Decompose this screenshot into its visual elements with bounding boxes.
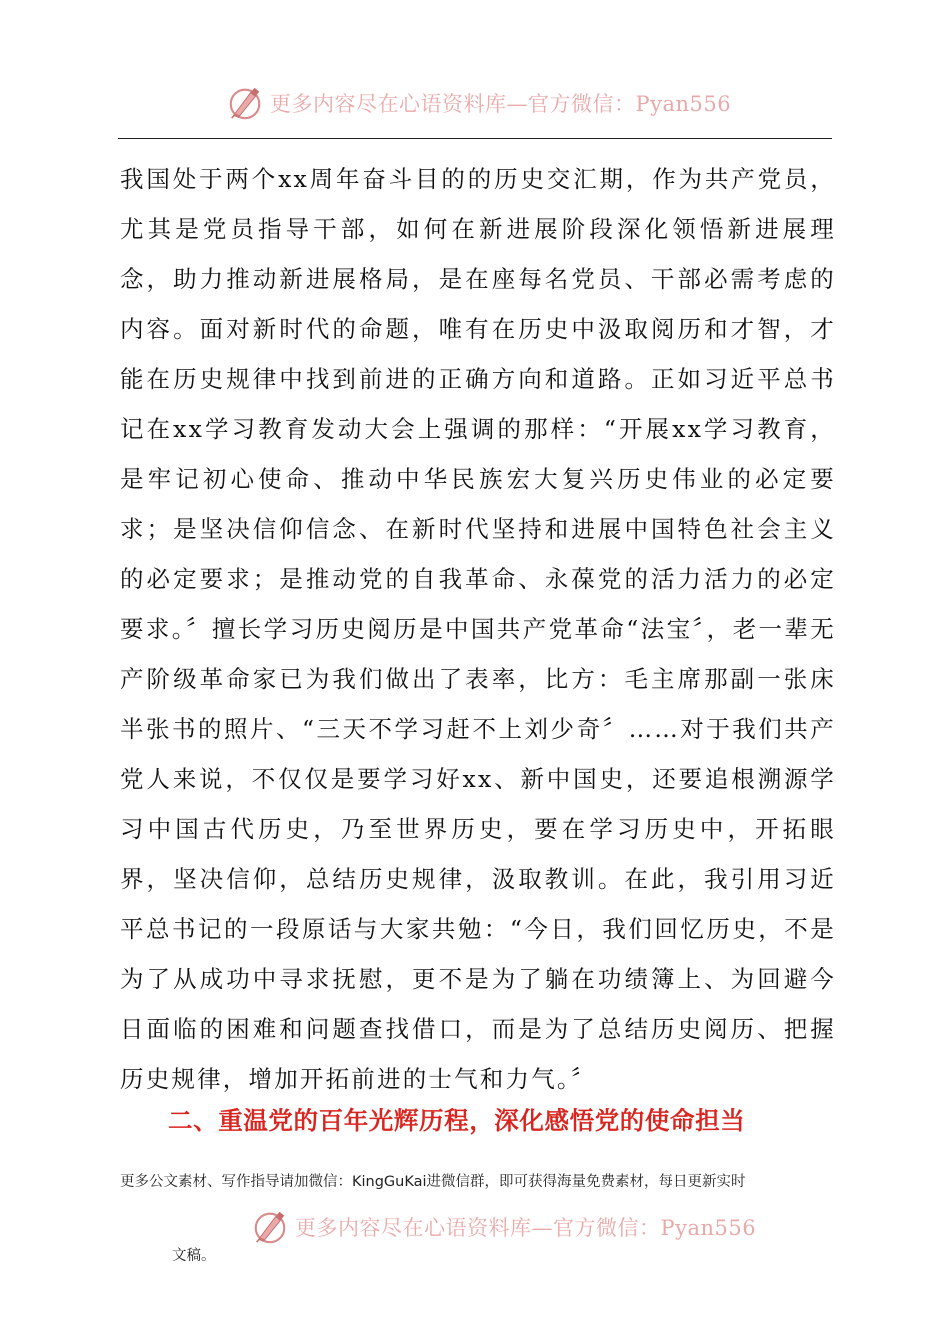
header-watermark-text: 更多内容尽在心语资料库—官方微信：Pyan556 [270,92,732,116]
section-heading: 二、重温党的百年光辉历程，深化感悟党的使命担当 [168,1106,746,1135]
fountain-pen-logo-icon [251,1208,289,1246]
body-paragraph: 我国处于两个xx周年奋斗目的的历史交汇期，作为共产党员，尤其是党员指导干部，如何在新进展阶段深化领悟新进展理念，助力推动新进展格局，是在座每名党员、干部必需考虑的内容。面对新时代的命题，唯有在历史中汲取阅历和才智，才能在历史规律中找到前进的正确方向和道路。正如习近平总书记在xx学习教育发动大会上强调的那样：“开展xx学习教育，是牢记初心使命、推动中华民族宏大复兴历史伟业的必定要求；是坚决信仰信念、在新时代坚持和进展中国特色社会主义的必定要求；是推动党的自我革命、永葆党的活力活力的必定要求。〞擅长学习历史阅历是中国共产党革命“法宝〞，老一辈无产阶级革命家已为我们做出了表率，比方：毛主席那副一张床半张书的照片、“三天不学习赶不上刘少奇〞……对于我们共产党人来说，不仅仅是要学习好xx、新中国史，还要追根溯源学习中国古代历史，乃至世界历史，要在学习历史中，开拓眼界，坚决信仰，总结历史规律，汲取教训。在此，我引用习近平总书记的一段原话与大家共勉：“今日，我们回忆历史，不是为了从成功中寻求抚慰，更不是为了躺在功绩簿上、为回避今日面临的困难和问题查找借口，而是为了总结历史阅历、把握历史规律，增加开拓前进的士气和力气。〞 [120,165,836,1093]
page-header [0,78,950,128]
footer-note-continuation: 文稿。 [172,1248,216,1264]
footer-note: 更多公文素材、写作指导请加微信：KingGuKai进微信群，即可获得海量免费素材，每日更新实时 [120,1174,746,1190]
footer-watermark [251,1208,756,1246]
fountain-pen-logo-icon [226,84,264,122]
body-text [120,154,836,1104]
header-divider [118,138,832,139]
header-watermark [226,84,731,122]
footer-watermark-text: 更多内容尽在心语资料库—官方微信：Pyan556 [295,1216,757,1240]
